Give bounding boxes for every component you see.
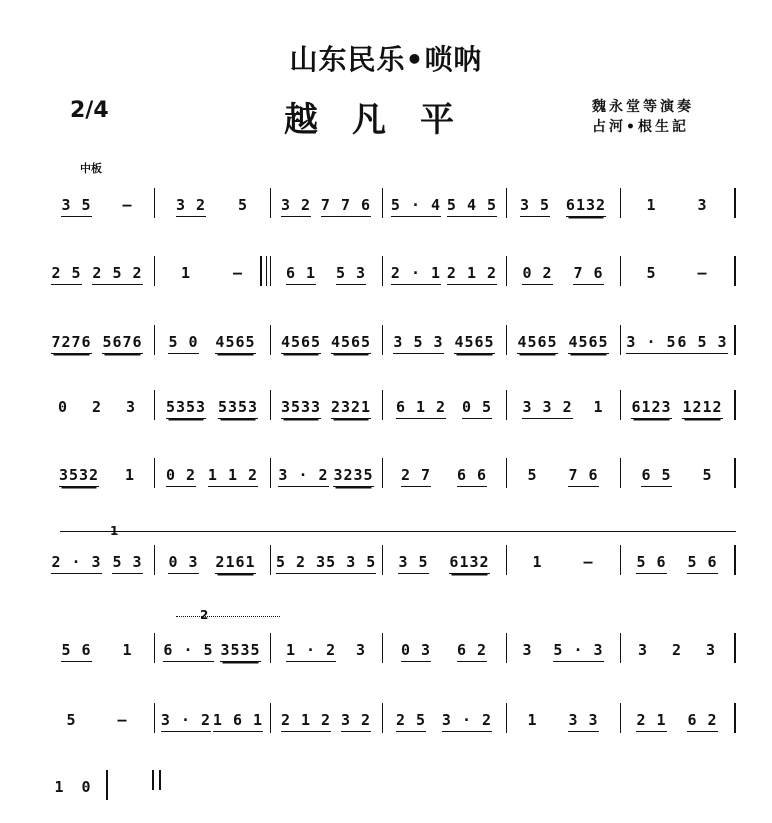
measure [46, 260, 148, 288]
measure [160, 549, 264, 577]
barline [270, 390, 271, 420]
note-group: 2 1 2 [281, 711, 331, 732]
score-line [46, 703, 736, 755]
note-group: 0 2 [166, 466, 196, 487]
note-group: 4565 [215, 333, 255, 354]
note-group: 3 3 [568, 711, 598, 732]
note-group: 5676 [102, 333, 142, 354]
barline [506, 703, 507, 733]
note-group: 3 [125, 398, 137, 416]
measure [626, 394, 728, 422]
note-group: 3 [697, 196, 708, 214]
measure [388, 192, 500, 220]
measure [276, 394, 376, 422]
performer-credit: 魏永堂等演奏 [592, 99, 694, 115]
volta-2-bracket [176, 616, 280, 617]
note-group: 0 2 [522, 264, 552, 285]
measure [388, 637, 500, 665]
barline [506, 458, 507, 488]
note-group: 6 1 2 [396, 398, 446, 419]
note-group: 6 5 [641, 466, 671, 487]
measure [160, 329, 264, 357]
note-group: 6 2 [687, 711, 717, 732]
score-line [46, 188, 736, 240]
measure [626, 549, 728, 577]
barline [270, 545, 271, 575]
note-group: 1 · 2 [286, 641, 336, 662]
barline [620, 256, 621, 286]
note-group: 4565 [517, 333, 557, 354]
barline [382, 458, 383, 488]
barline [270, 633, 271, 663]
note-group: 5 · 4 [391, 196, 441, 217]
note-group: 6 2 [457, 641, 487, 662]
note-group: 2 · 3 [51, 553, 101, 574]
score-line [46, 633, 736, 685]
note-group: 5 [646, 264, 657, 282]
note-group: 0 3 [168, 553, 198, 574]
barline [734, 545, 736, 575]
note-group: 4565 [454, 333, 494, 354]
note-group: 3235 [333, 466, 373, 487]
barline [506, 390, 507, 420]
barline [734, 458, 736, 488]
measure [512, 192, 614, 220]
note-group: 6 · 5 [163, 641, 213, 662]
note-group: 1 [180, 264, 192, 282]
note-group: 3 3 2 [522, 398, 572, 419]
measure [160, 192, 264, 220]
barline [154, 256, 155, 286]
measure [46, 549, 148, 577]
measure [388, 462, 500, 490]
measure [46, 394, 148, 422]
measure [46, 637, 148, 665]
measure [512, 260, 614, 288]
measure [512, 707, 614, 735]
note-group: 5 6 [61, 641, 91, 662]
note-group: 1 [54, 778, 65, 796]
note-group: 1 [532, 553, 543, 571]
score-line [46, 545, 736, 597]
note-group: 3 5 [520, 196, 550, 217]
measure [388, 329, 500, 357]
barline [620, 703, 621, 733]
note-group: — [122, 196, 133, 214]
score-line [46, 256, 736, 308]
score-line [46, 770, 736, 822]
note-group: 5 [527, 466, 538, 484]
barline [506, 545, 507, 575]
measure [388, 260, 500, 288]
note-group: 1 1 2 [208, 466, 258, 487]
barline [620, 390, 621, 420]
note-group: — [232, 264, 244, 282]
note-group: 3 · 5 [626, 333, 676, 354]
barline [270, 256, 271, 286]
note-group: 6132 [566, 196, 606, 217]
note-group: 5 [238, 196, 249, 214]
note-group: 2 · 1 [391, 264, 441, 285]
measure [388, 549, 500, 577]
barline [154, 703, 155, 733]
barline [506, 633, 507, 663]
barline [154, 390, 155, 420]
barline [154, 188, 155, 218]
measure [160, 707, 264, 735]
barline [382, 188, 383, 218]
note-group: 4565 [281, 333, 321, 354]
note-group: 5353 [166, 398, 206, 419]
note-group: 2321 [331, 398, 371, 419]
measure [160, 394, 264, 422]
measure [512, 549, 614, 577]
transcriber-credit: 占河•根生記 [592, 119, 689, 135]
barline [270, 458, 271, 488]
note-group: 2 [671, 641, 683, 659]
measure [46, 774, 100, 802]
note-group: 5 3 [336, 264, 366, 285]
barline [734, 703, 736, 733]
note-group: 1212 [682, 398, 722, 419]
note-group: 6132 [449, 553, 489, 574]
note-group: 5 2 3 [276, 553, 326, 574]
note-group: 6 5 3 [677, 333, 727, 354]
final-barline [152, 770, 161, 790]
barline [382, 256, 383, 286]
measure [512, 637, 614, 665]
note-group: 0 [81, 778, 92, 796]
volta-1-bracket [60, 531, 736, 532]
note-group: 1 [125, 466, 136, 484]
note-group: — [117, 711, 128, 729]
note-group: 5 [702, 466, 713, 484]
measure [276, 260, 376, 288]
barline [106, 770, 108, 800]
barline [154, 545, 155, 575]
note-group: 7 6 [573, 264, 603, 285]
measure [388, 394, 500, 422]
measure [626, 707, 728, 735]
barline [382, 633, 383, 663]
note-group: 0 5 [462, 398, 492, 419]
note-group: 7276 [51, 333, 91, 354]
note-group: 2 1 2 [447, 264, 497, 285]
barline [734, 633, 736, 663]
measure [160, 462, 264, 490]
note-group: 3 · 2 [442, 711, 492, 732]
note-group: 3535 [220, 641, 260, 662]
barline [620, 188, 621, 218]
measure [276, 192, 376, 220]
measure [512, 394, 614, 422]
note-group: 3 2 [176, 196, 206, 217]
measure [46, 329, 148, 357]
measure [276, 329, 376, 357]
barline [382, 703, 383, 733]
note-group: 5 [66, 711, 77, 729]
note-group: 1 [593, 398, 604, 416]
barline [270, 325, 271, 355]
barline [620, 325, 621, 355]
barline [506, 256, 507, 286]
barline [620, 545, 621, 575]
measure [160, 260, 264, 288]
note-group: 2161 [215, 553, 255, 574]
measure [160, 637, 264, 665]
piece-title: 越凡平 [284, 100, 488, 140]
note-group: 3 2 [281, 196, 311, 217]
series-title: 山东民乐•唢呐 [289, 43, 483, 76]
note-group: 1 6 1 [213, 711, 263, 732]
note-group: 6 1 [286, 264, 316, 285]
note-group: 3 5 [61, 196, 91, 217]
measure [512, 329, 614, 357]
score-line [46, 458, 736, 510]
barline [734, 325, 736, 355]
measure [276, 549, 376, 577]
score-line [46, 325, 736, 377]
note-group: 3533 [281, 398, 321, 419]
note-group: 2 1 [636, 711, 666, 732]
barline [734, 188, 736, 218]
repeat-start-barline [260, 256, 267, 286]
barline [734, 390, 736, 420]
note-group: 5 3 [112, 553, 142, 574]
barline [620, 458, 621, 488]
barline [734, 256, 736, 286]
measure [626, 637, 728, 665]
measure [276, 637, 376, 665]
note-group: 0 3 [401, 641, 431, 662]
note-group: 3 [705, 641, 717, 659]
note-group: 3 5 [398, 553, 428, 574]
note-group: 5353 [218, 398, 258, 419]
note-group: 5 4 5 [447, 196, 497, 217]
note-group: 3532 [59, 466, 99, 487]
note-group: 2 5 [396, 711, 426, 732]
note-group: 7 6 [568, 466, 598, 487]
note-group: 3 [356, 641, 367, 659]
volta-2: 2 [200, 608, 209, 622]
measure [626, 462, 728, 490]
measure [276, 462, 376, 490]
note-group: 2 5 [51, 264, 81, 285]
measure [276, 707, 376, 735]
note-group: 2 5 2 [92, 264, 142, 285]
note-group: 4565 [568, 333, 608, 354]
note-group: 1 [646, 196, 657, 214]
volta-1: 1 [110, 524, 119, 538]
note-group: 1 [527, 711, 538, 729]
note-group: — [697, 264, 708, 282]
barline [270, 703, 271, 733]
barline [382, 325, 383, 355]
measure [46, 707, 148, 735]
measure [46, 462, 148, 490]
note-group: 3 [637, 641, 649, 659]
note-group: 4565 [331, 333, 371, 354]
barline [382, 545, 383, 575]
barline [154, 633, 155, 663]
note-group: 2 [91, 398, 103, 416]
note-group: 3 2 [341, 711, 371, 732]
barline [154, 458, 155, 488]
measure [512, 462, 614, 490]
note-group: 3 [522, 641, 533, 659]
barline [620, 633, 621, 663]
score-line [46, 390, 736, 442]
time-signature: 2/4 [70, 98, 109, 123]
barline [270, 188, 271, 218]
measure [626, 329, 728, 357]
barline [154, 325, 155, 355]
note-group: — [583, 553, 594, 571]
note-group: 6123 [631, 398, 671, 419]
note-group: 3 5 3 [393, 333, 443, 354]
tempo-marking: 中板 [80, 162, 102, 175]
measure [626, 192, 728, 220]
note-group: 5 6 [687, 553, 717, 574]
note-group: 3 · 2 [278, 466, 328, 487]
note-group: 7 7 6 [321, 196, 371, 217]
measure [46, 192, 148, 220]
note-group: 5 0 [168, 333, 198, 354]
note-group: 6 6 [457, 466, 487, 487]
note-group: 2 7 [401, 466, 431, 487]
note-group: 1 [122, 641, 133, 659]
measure [626, 260, 728, 288]
note-group: 5 3 5 [326, 553, 376, 574]
barline [382, 390, 383, 420]
note-group: 0 [57, 398, 69, 416]
note-group: 3 · 2 [161, 711, 211, 732]
note-group: 5 · 3 [553, 641, 603, 662]
barline [506, 325, 507, 355]
note-group: 5 6 [636, 553, 666, 574]
measure [388, 707, 500, 735]
barline [506, 188, 507, 218]
